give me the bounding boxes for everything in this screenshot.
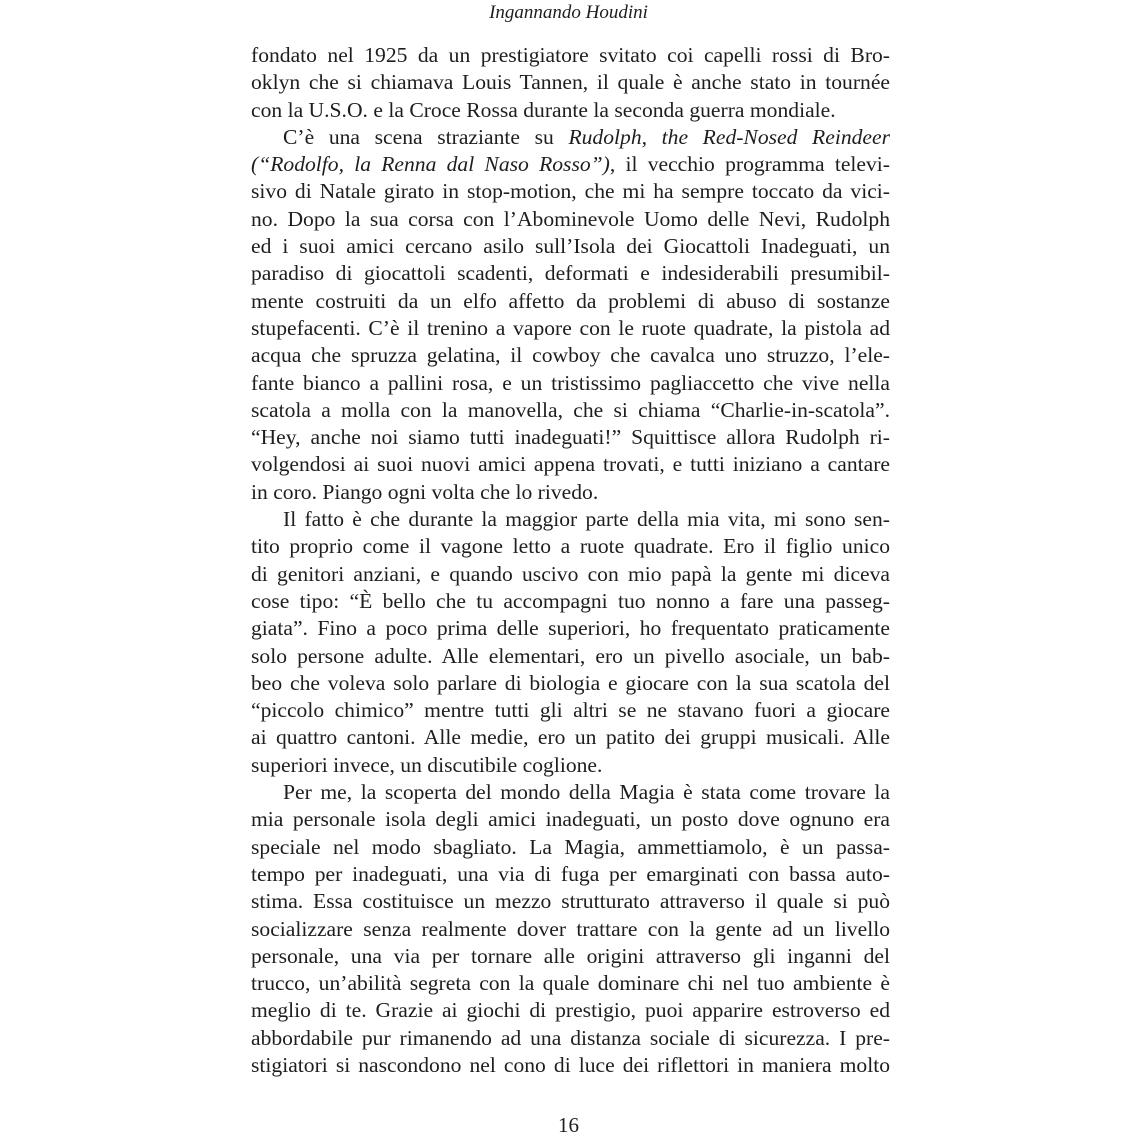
text-run: fondato nel 1925 da un prestigiatore svitato coi capelli rossi di Bro- [251,43,890,67]
text-line [251,151,890,178]
text-run: fante bianco a pallini rosa, e un tristissimo pagliaccetto che vive nella [251,370,890,395]
text-line [251,206,890,233]
text-run: mia personale isola degli amici inadeguati, un posto dove ognuno era [251,807,890,832]
text-run: trucco, un’abilità segreta con la quale dominare chi nel tuo ambiente è [251,971,890,996]
text-line [251,315,890,342]
text-line [251,451,890,478]
text-line [251,479,890,506]
text-line [251,970,890,997]
text-run: speciale nel modo sbagliato. La Magia, ammettiamolo, è un passa- [251,834,890,859]
text-run: meglio di te. Grazie ai giochi di prestigio, puoi apparire estroverso ed [251,998,890,1023]
text-run: socializzare senza realmente dover trattare con la gente ad un livello [251,916,890,941]
text-run: superiori invece, un discutibile coglione. [251,752,603,777]
text-run: stima. Essa costituisce un mezzo strutturato attraverso il quale si può [251,889,890,914]
text-line [251,97,890,124]
text-run: tito proprio come il vagone letto a ruote quadrate. Ero il figlio unico [251,534,890,559]
text-run: “piccolo chimico” mentre tutti gli altri se ne stavano fuori a giocare [251,698,890,723]
text-run: C’è una scena straziante su [283,124,569,149]
text-run: volgendosi ai suoi nuovi amici appena trovati, e tutti iniziano a cantare [251,452,890,477]
paragraph [251,42,890,124]
body-text [251,42,890,1079]
text-line [251,724,890,751]
italic-title: (“Rodolfo, la Renna dal Naso Rosso”) [251,152,610,177]
text-line [251,588,890,615]
text-line [251,861,890,888]
text-run: “Hey, anche noi siamo tutti inadeguati!” Squittisce allora Rudolph ri- [251,425,890,450]
text-line [251,424,890,451]
text-line [251,834,890,861]
running-head: Ingannando Houdini [489,2,648,23]
text-line [251,1052,890,1079]
text-run: Per me, la scoperta del mondo della Magia è stata come trovare la [283,780,890,805]
text-line [251,943,890,970]
text-run: ed i suoi amici cercano asilo sull’Isola dei Giocattoli Inadeguati, un [251,234,890,259]
text-line [251,670,890,697]
text-run: beo che voleva solo parlare di biologia e giocare con la sua scatola del [251,670,890,695]
text-line [251,370,890,397]
text-run: sivo di Natale girato in stop-motion, che mi ha sempre toccato da vici- [251,179,890,204]
text-line [251,888,890,915]
text-run: , il vecchio programma televi- [609,152,890,177]
text-line [251,533,890,560]
text-line [251,643,890,670]
text-line [251,561,890,588]
text-line [251,752,890,779]
text-line [251,697,890,724]
text-run: scatola a molla con la manovella, che si chiama “Charlie-in-scatola”. [251,397,890,422]
text-run: abbordabile pur rimanendo ad una distanza sociale di sicurezza. I pre- [251,1025,890,1050]
text-line [251,1025,890,1052]
text-run: mente costruiti da un elfo affetto da problemi di abuso di sostanze [251,288,890,313]
text-run: personale, una via per tornare alle origini attraverso gli inganni del [251,943,890,968]
text-run: in coro. Piango ogni volta che lo rivedo. [251,479,599,504]
text-run: stupefacenti. C’è il trenino a vapore con le ruote quadrate, la pistola ad [251,315,890,340]
paragraph [251,124,890,506]
text-run: ai quattro cantoni. Alle medie, ero un patito dei gruppi musicali. Alle [251,725,890,750]
text-line [251,997,890,1024]
text-line [251,916,890,943]
text-run: stigiatori si nascondono nel cono di luce dei riflettori in maniera molto [251,1052,890,1077]
text-line [251,615,890,642]
text-line [251,779,890,806]
text-run: paradiso di giocattoli scadenti, deformati e indesiderabili presumibil- [251,261,890,286]
text-line [251,806,890,833]
text-line [251,260,890,287]
text-run: tempo per inadeguati, una via di fuga per emarginati con bassa auto- [251,861,890,886]
text-run: acqua che spruzza gelatina, il cowboy che cavalca uno struzzo, l’ele- [251,343,890,368]
text-run: solo persone adulte. Alle elementari, ero un pivello asociale, un bab- [251,643,890,668]
italic-title: Rudolph, the Red-Nosed Reindeer [568,124,890,149]
text-line [251,124,890,151]
text-line [251,69,890,96]
paragraph [251,506,890,779]
text-run: giata”. Fino a poco prima delle superiori, ho frequentato praticamente [251,616,890,641]
text-run: Il fatto è che durante la maggior parte della mia vita, mi sono sen- [283,507,890,532]
text-run: di genitori anziani, e quando uscivo con mio papà la gente mi diceva [251,561,890,586]
page-number: 16 [558,1113,579,1137]
text-line [251,288,890,315]
text-line [251,506,890,533]
paragraph [251,779,890,1079]
text-run: no. Dopo la sua corsa con l’Abominevole Uomo delle Nevi, Rudolph [251,206,890,231]
text-line [251,342,890,369]
text-run: con la U.S.O. e la Croce Rossa durante la seconda guerra mondiale. [251,97,836,122]
text-line [251,178,890,205]
text-line [251,397,890,424]
text-run: cose tipo: “È bello che tu accompagni tuo nonno a fare una passeg- [251,588,890,613]
text-run: oklyn che si chiamava Louis Tannen, il quale è anche stato in tournée [251,70,890,95]
text-line [251,42,890,69]
text-line [251,233,890,260]
